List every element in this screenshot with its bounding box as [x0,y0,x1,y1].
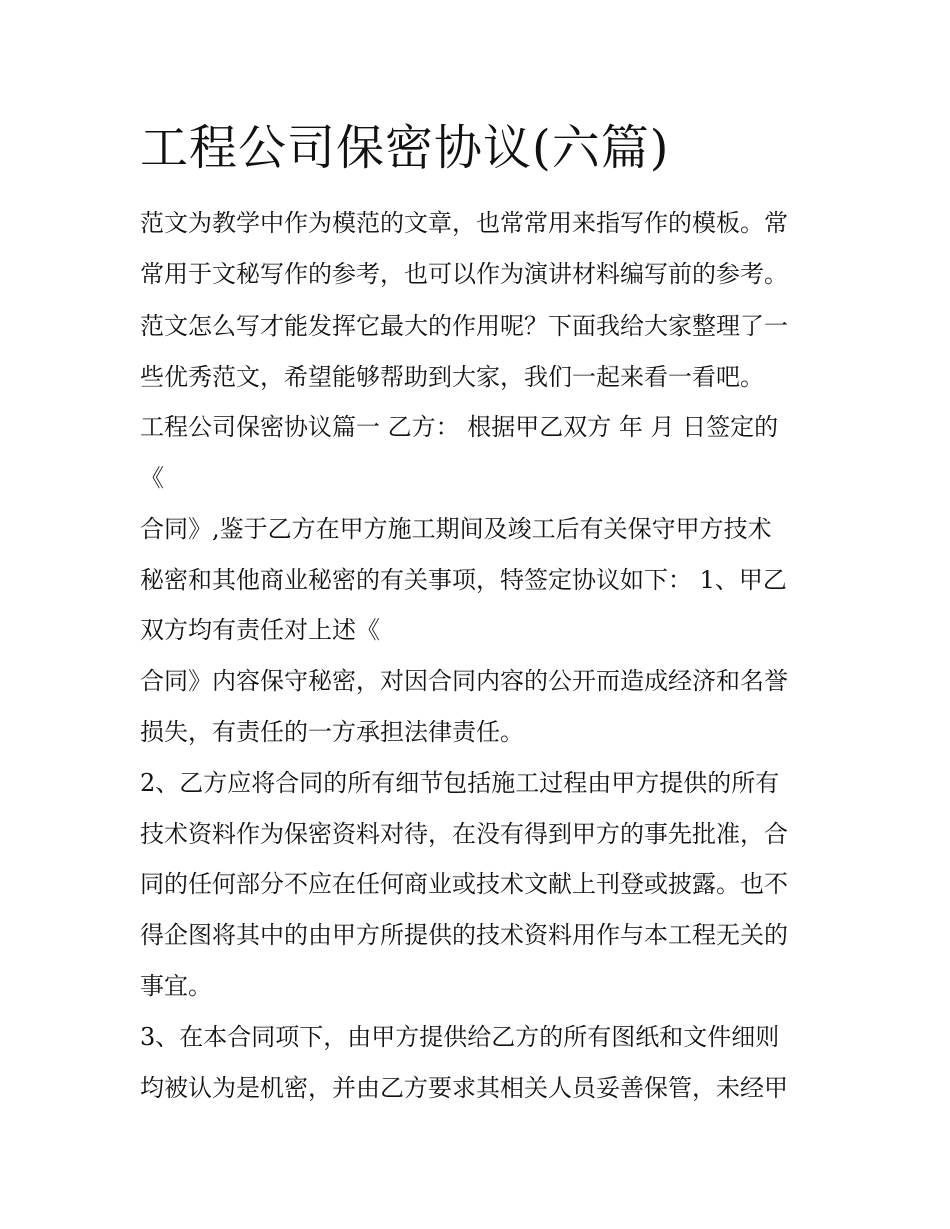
paragraph-line: 事宜。 [140,972,212,1000]
paragraph-line: 同的任何部分不应在任何商业或技术文献上刊登或披露。也不 [140,870,788,898]
paragraph-line: 损失，有责任的一方承担法律责任。 [140,718,524,746]
paragraph-line: 些优秀范文，希望能够帮助到大家，我们一起来看一看吧。 [140,363,764,391]
paragraph-line: 得企图将其中的由甲方所提供的技术资料用作与本工程无关的 [140,921,788,949]
paragraph-line: 双方均有责任对上述《 [140,616,380,644]
paragraph-line: 《 [140,464,164,492]
paragraph-line: 均被认为是机密，并由乙方要求其相关人员妥善保管，未经甲 [140,1074,788,1102]
paragraph-line: 工程公司保密协议篇一 乙方： 根据甲乙双方 年 月 日签定的 [140,413,779,441]
paragraph-line: 常用于文秘写作的参考，也可以作为演讲材料编写前的参考。 [140,260,788,288]
paragraph-line: 范文怎么写才能发挥它最大的作用呢？下面我给大家整理了一 [140,312,788,340]
paragraph-line: 2、乙方应将合同的所有细节包括施工过程由甲方提供的所有 [140,769,780,797]
paragraph-line: 范文为教学中作为模范的文章，也常常用来指写作的模板。常 [140,209,788,237]
paragraph-line: 秘密和其他商业秘密的有关事项，特签定协议如下： 1、甲乙 [140,566,787,594]
paragraph-line: 3、在本合同项下，由甲方提供给乙方的所有图纸和文件细则 [140,1023,780,1051]
paragraph-line: 合同》,鉴于乙方在甲方施工期间及竣工后有关保守甲方技术 [140,515,772,543]
paragraph-line: 技术资料作为保密资料对待，在没有得到甲方的事先批准，合 [140,820,788,848]
paragraph-line: 合同》内容保守秘密，对因合同内容的公开而造成经济和名誉 [140,667,788,695]
document-title: 工程公司保密协议(六篇) [140,120,670,176]
